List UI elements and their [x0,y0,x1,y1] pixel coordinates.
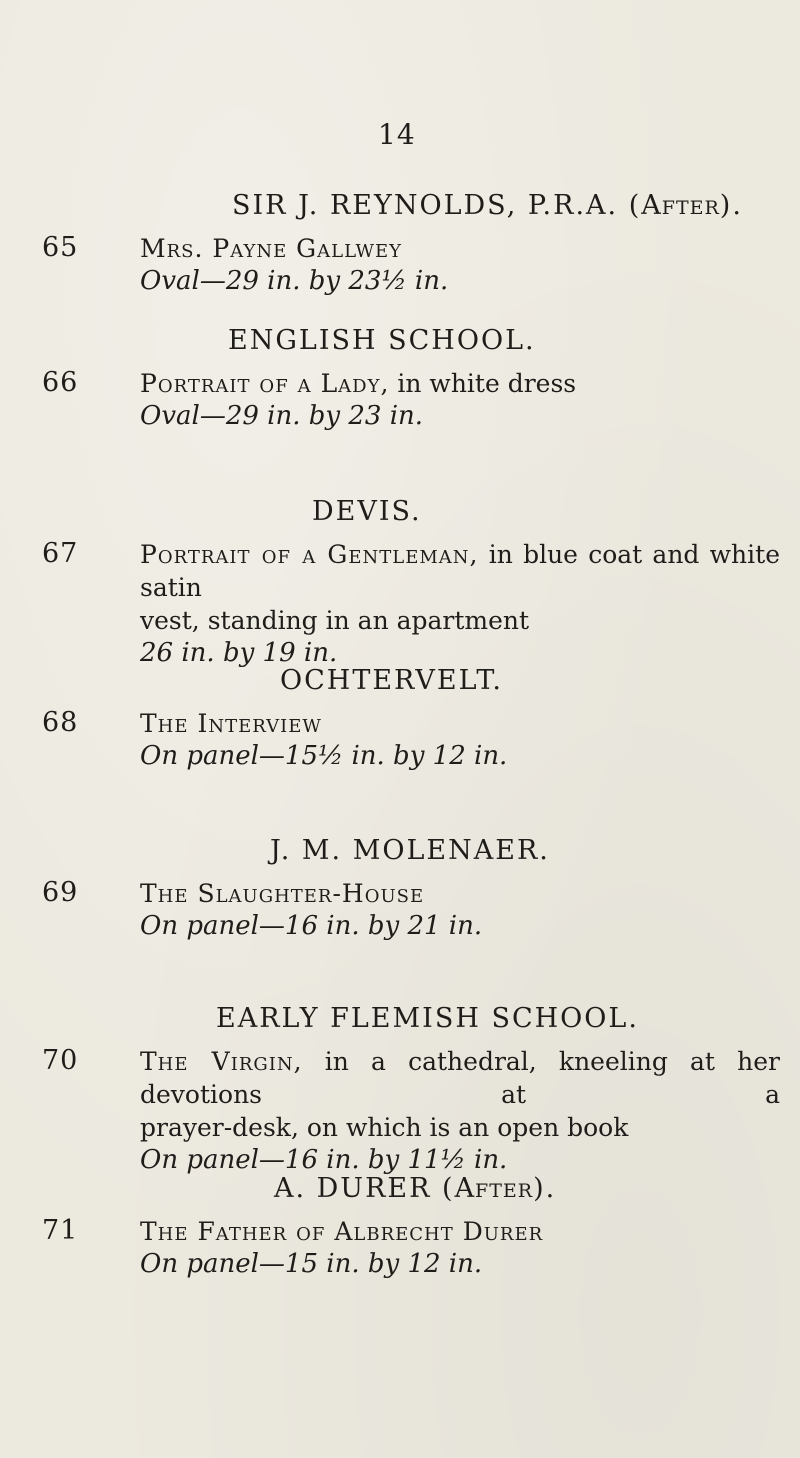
lot-description: in a cathedral, kneeling at her devotions at a [140,1047,780,1109]
heading-text: J. M. MOLENAER. [270,835,550,866]
lot-body [140,877,790,943]
lot-body [140,538,790,670]
heading-end: ). [533,1173,557,1204]
lot-title: The Slaughter-House [140,879,425,908]
lot-number: 66 [42,367,79,398]
section-heading-english-school [228,325,536,356]
lot-number: 67 [42,538,79,569]
lot-body [140,367,790,433]
lot-dimensions: 26 in. by 19 in. [140,638,338,668]
section-heading-ochtervelt [280,665,503,696]
lot-title: The Virgin, [140,1047,303,1076]
lot-dimensions: Oval—29 in. by 23 in. [140,401,424,431]
section-heading-reynolds [232,190,743,221]
lot-dimensions: On panel—16 in. by 11½ in. [140,1145,508,1175]
lot-body [140,232,790,298]
lot-body [140,707,790,773]
lot-body [140,1215,790,1281]
lot-dimensions: Oval—29 in. by 23½ in. [140,266,449,296]
lot-title: The Father of Albrecht Durer [140,1217,544,1246]
lot-title: The Interview [140,709,322,738]
heading-text: OCHTERVELT. [280,665,503,696]
lot-body [140,1045,790,1177]
lot-description-cont: vest, standing in an apartment [140,606,530,635]
lot-dimensions: On panel—15 in. by 12 in. [140,1249,483,1279]
section-heading-molenaer [270,835,550,866]
section-heading-early-flemish [216,1003,639,1034]
lot-dimensions: On panel—16 in. by 21 in. [140,911,483,941]
heading-text: SIR J. REYNOLDS, P.R.A. ( [232,190,642,221]
heading-text: ENGLISH SCHOOL. [228,325,536,356]
lot-dimensions: On panel—15½ in. by 12 in. [140,741,508,771]
heading-text: DEVIS. [312,496,422,527]
lot-title: Portrait of a Gentleman, [140,540,479,569]
lot-title: Mrs. Payne Gallwey [140,234,403,263]
heading-smallcaps: After [641,190,720,221]
lot-number: 70 [42,1045,79,1076]
lot-description-cont: prayer-desk, on which is an open book [140,1113,629,1142]
lot-number: 69 [42,877,79,908]
heading-text: EARLY FLEMISH SCHOOL. [216,1003,639,1034]
lot-number: 65 [42,232,79,263]
lot-number: 71 [42,1215,79,1246]
lot-title: Portrait of a Lady, [140,369,390,398]
page-number: 14 [378,118,416,151]
lot-description: in white dress [389,369,577,398]
section-heading-durer [274,1173,556,1204]
section-heading-devis [312,496,422,527]
heading-end: ). [719,190,743,221]
heading-smallcaps: After [454,1173,534,1204]
heading-text: A. DURER ( [274,1173,455,1204]
lot-description: in blue coat and white satin [140,540,780,602]
lot-number: 68 [42,707,79,738]
